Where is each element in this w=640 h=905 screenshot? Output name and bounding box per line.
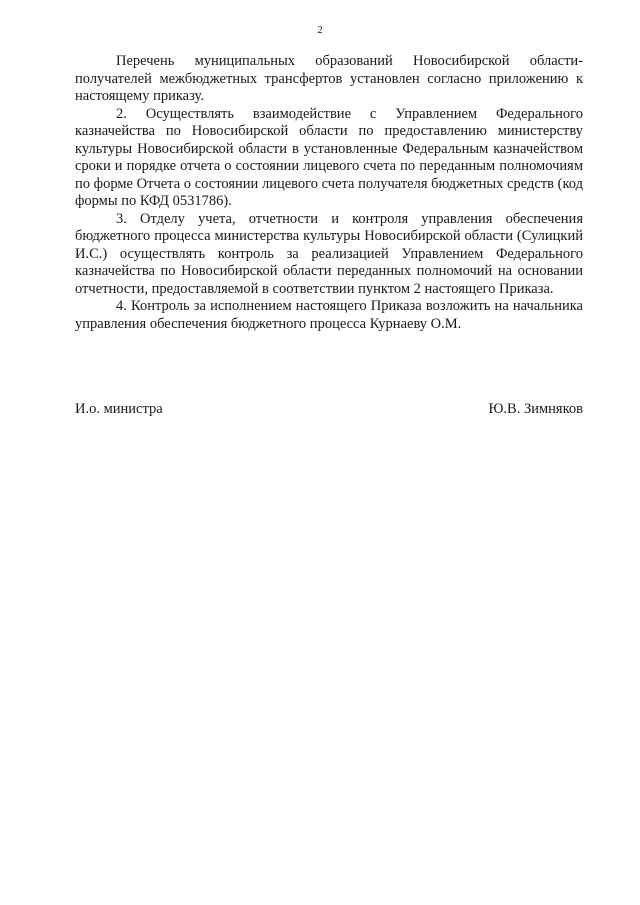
- paragraph-recipients-list: Перечень муниципальных образований Новосибирской области-получателей межбюджетных трансфертов установлен согласно приложению к настоящему приказу.: [75, 53, 583, 104]
- document-body: [75, 53, 583, 333]
- signature-block: [75, 401, 583, 419]
- signatory-position: И.о. министра: [75, 401, 163, 417]
- page-number: 2: [317, 24, 323, 36]
- paragraph-item-2: 2. Осуществлять взаимодействие с Управлением Федерального казначейства по Новосибирской области по предоставлению министерству культуры Новосибирской области в установленные Федеральным казначейством сроки и порядке отчета о состоянии лицевого счета по переданным полномочиям по форме Отчета о состоянии лицевого счета получателя бюджетных средств (код формы по КФД 0531786).: [75, 105, 583, 209]
- paragraph-item-4: 4. Контроль за исполнением настоящего Приказа возложить на начальника управления обеспечения бюджетного процесса Курнаеву О.М.: [75, 298, 583, 332]
- signatory-name: Ю.В. Зимняков: [488, 401, 583, 417]
- paragraph-item-3: 3. Отделу учета, отчетности и контроля управления обеспечения бюджетного процесса министерства культуры Новосибирской области (Сулицкий И.С.) осуществлять контроль за реализацией Управлением Федерального казначейства по Новосибирской области переданных полномочий на основании отчетности, предоставляемой в соответствии пунктом 2 настоящего Приказа.: [75, 210, 583, 297]
